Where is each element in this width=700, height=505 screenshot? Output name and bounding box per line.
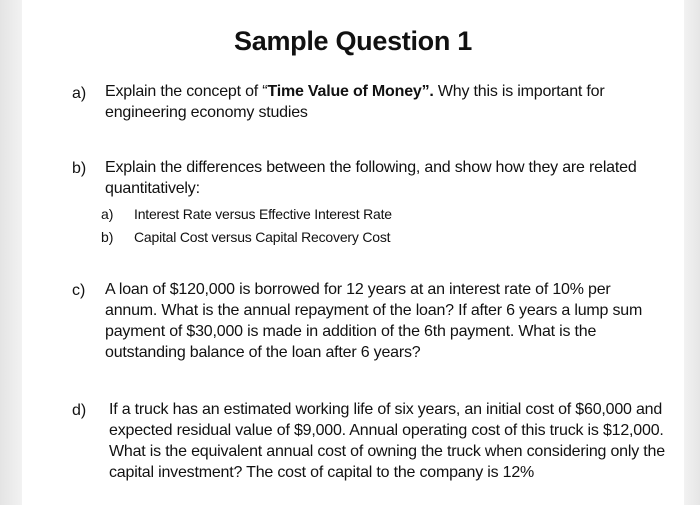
question-b-text: Explain the differences between the following, and show how they are related quantitatively: xyxy=(105,159,637,197)
question-d-label: d) xyxy=(72,402,87,419)
question-a-text-end: Why this is important for engineering economy studies xyxy=(105,83,605,121)
question-b-sub-a-label: a) xyxy=(101,206,114,222)
slide xyxy=(22,0,684,505)
right-edge-shadow xyxy=(684,0,700,505)
question-c-label: c) xyxy=(72,282,86,299)
question-b-label: b) xyxy=(72,160,87,177)
question-c-text: A loan of $120,000 is borrowed for 12 years at an interest rate of 10% per annum. What is the annual repayment of the loan? If after 6 years a lump sum payment of $30,000 is made in addition of the 6th payment. What is the outstanding balance of the loan after 6 years? xyxy=(105,281,643,361)
question-b-sub-b-text: Capital Cost versus Capital Recovery Cost xyxy=(134,229,391,245)
question-a-emphasis: Time Value of Money”. xyxy=(267,83,434,100)
question-d-text: If a truck has an estimated working life of six years, an initial cost of $60,000 and expected residual value of $9,000. Annual operating cost of this truck is $12,000. What is the equivalent annual cost of owning the truck when considering only the capital investment? The cost of capital to the company is 12% xyxy=(109,401,665,481)
question-a-text-start: Explain the concept of “ xyxy=(105,83,268,100)
page-title: Sample Question 1 xyxy=(234,26,472,56)
question-b-sub-a-text: Interest Rate versus Effective Interest Rate xyxy=(134,206,392,222)
question-a-label: a) xyxy=(72,85,87,102)
question-b-sub-b-label: b) xyxy=(101,229,114,245)
left-edge-shadow xyxy=(0,0,22,505)
question-a-text xyxy=(105,81,665,123)
